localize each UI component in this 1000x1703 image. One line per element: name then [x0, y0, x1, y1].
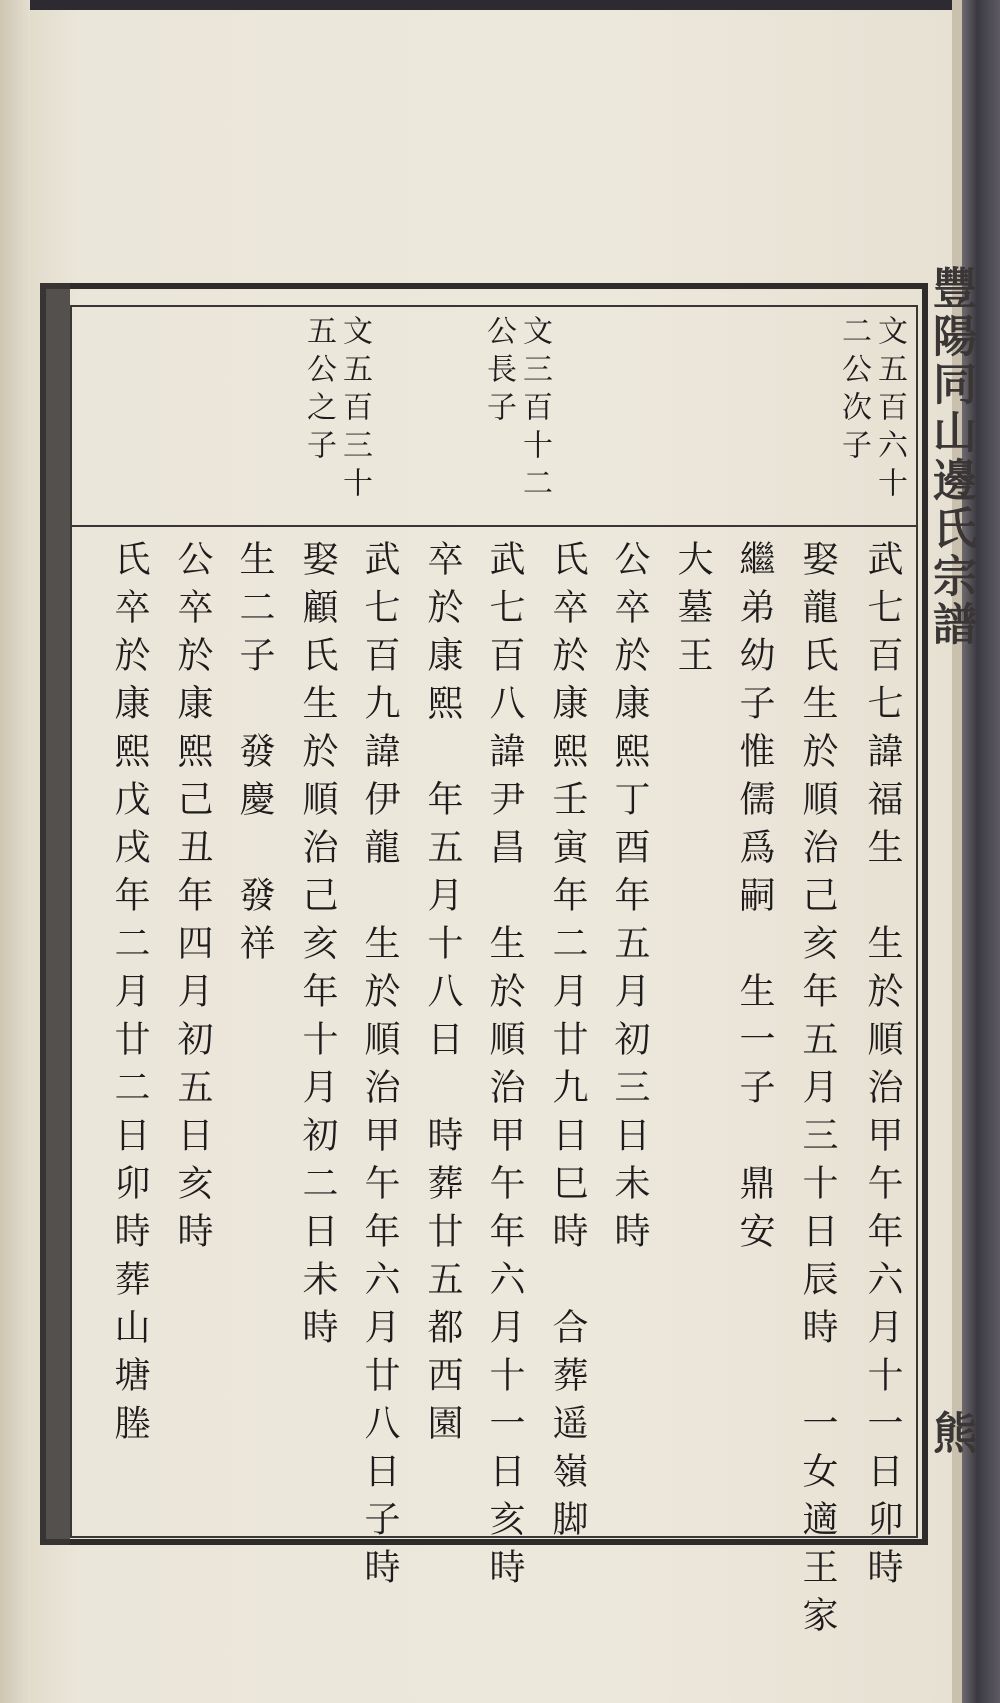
top-binding-strip — [0, 0, 1000, 10]
left-gutter — [0, 0, 30, 1703]
left-border-bar — [40, 283, 70, 1545]
note-2: 文三百十二公長子 — [481, 315, 552, 505]
text-column-6: 氏卒於康熙壬寅年二月廿九日巳時 合葬遥嶺脚 — [547, 540, 588, 1548]
text-column-12: 公卒於康熙己丑年四月初五日亥時 — [172, 540, 213, 1260]
text-column-8: 卒於康熙 年五月十八日 時葬廿五都西園 — [422, 540, 463, 1452]
text-column-5: 公卒於康熙丁酉年五月初三日未時 — [609, 540, 650, 1260]
text-column-3: 繼弟幼子惟儒爲嗣 生一子 鼎安 — [734, 540, 775, 1260]
text-column-9: 武七百九諱伊龍 生於順治甲午年六月廿八日子時 — [359, 540, 400, 1596]
text-column-2: 娶龍氏生於順治己亥年五月三十日辰時 一女適王家 — [797, 540, 838, 1644]
volume-label: 熊 — [925, 1410, 976, 1454]
note-3: 文五百三十五公之子 — [301, 315, 372, 505]
header-divider — [72, 525, 917, 527]
genealogy-title: 豐陽同山邊氏宗譜 — [925, 265, 976, 649]
text-column-4: 大墓王 — [672, 540, 713, 684]
text-column-11: 生二子 發慶 發祥 — [234, 540, 275, 972]
text-column-7: 武七百八諱尹昌 生於順治甲午年六月十一日亥時 — [484, 540, 525, 1596]
text-column-1: 武七百七諱福生 生於順治甲午年六月十一日卯時 — [862, 540, 903, 1596]
note-1: 文五百六十二公次子 — [836, 315, 907, 505]
text-column-10: 娶顧氏生於順治己亥年十月初二日未時 — [297, 540, 338, 1356]
text-column-13: 氏卒於康熙戊戌年二月廿二日卯時葬山塘塍 — [109, 540, 150, 1452]
